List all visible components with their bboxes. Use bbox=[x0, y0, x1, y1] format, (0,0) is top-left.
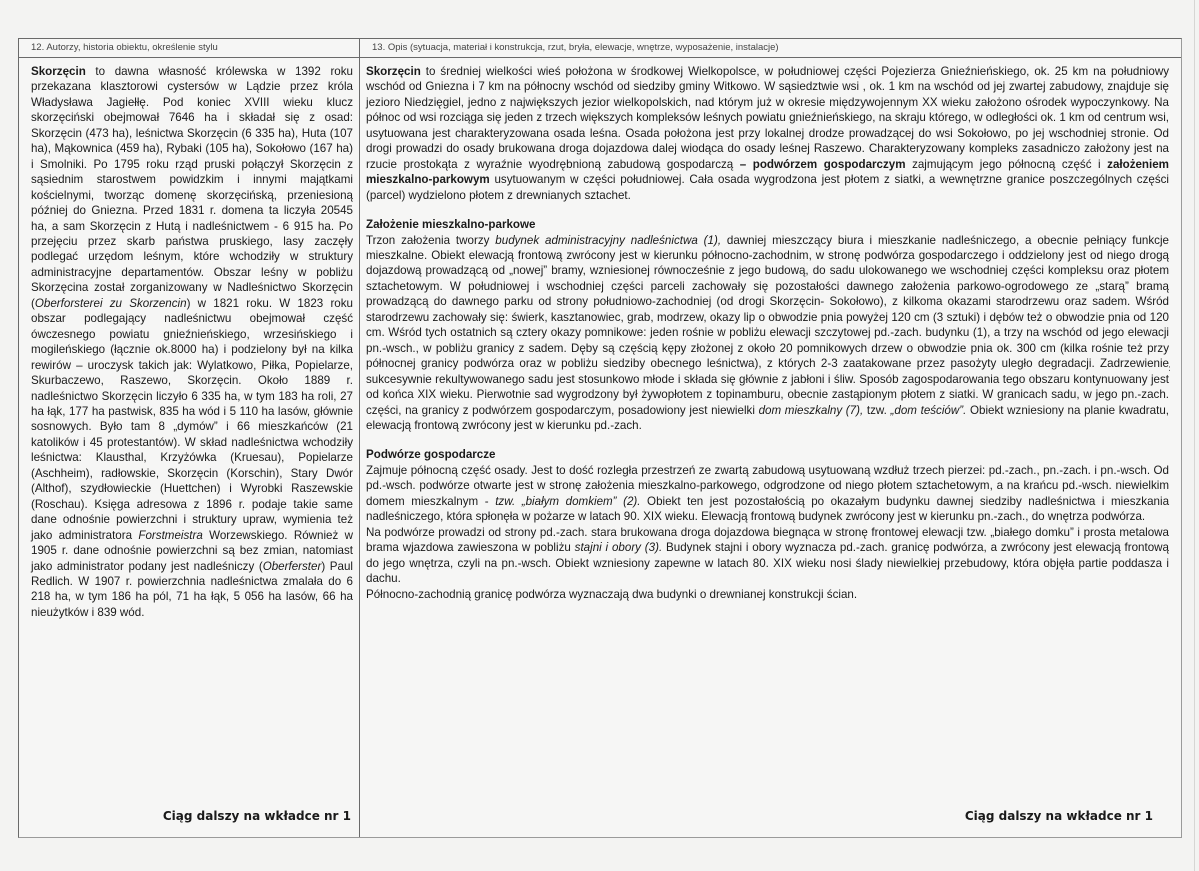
intro-text-part: usytuowanym w części południowej. Cała osada wygrodzona jest płotem z siatki, a wewnętrzne granice poszczególnych części (parcel) wydzielono płotem z drewnianych sztachet. bbox=[366, 173, 1169, 202]
section-text-part: Budynek stajni i obory wyznacza pd.-zach. granicę podwórza, a zwrócony jest elewacją frontową do jego wnętrza, czyli na pn.-wsch. Obiekt wzniesiony zapewne w latach 80. XIX wieku nosi ślady niewielkiej przebudowy, która objęła partie poddasza i dachu. bbox=[366, 541, 1169, 586]
intro-text-part: to średniej wielkości wieś położona w środkowej Wielkopolsce, w południowej części Pojezierza Gnieźnieńskiego, ok. 25 km na południowy wschód od Gniezna i 7 km na północny wschód od siedziby gminy Witkowo. W sąsiedztwie wsi , ok. 1 km na wschód od jej zwartej zabudowy, znajduje się jezioro Niedzięgiel, jedno z największych jezior wielkopolskich, nad którym już w okresie międzywojennym XX wieku założono ośrodek wypoczynkowy. Na północ od wsi rozciąga się jeden z trzech większych kompleksów leśnych powiatu gnieźnieńskiego, na skraju którego, w odległości ok. 1 km od centrum wsi, usytuowana jest charakteryzowana osada leśna. Osada położona jest przy lokalnej drodze prowadzącej do wsi Sokołowo, po jej wschodniej stronie. Od drogi prowadzi do osady brukowana droga dojazdowa dalej wiodąca do osady leśnej Raszewo. Charakteryzowany kompleks zasadniczo założony jest na rzucie prostokąta z wyraźnie wyodrębnioną zabudową gospodarczą bbox=[366, 65, 1169, 171]
section-italic-term: stajni i obory (3). bbox=[574, 541, 663, 555]
farmyard-paragraph-2 bbox=[366, 525, 1169, 587]
description-text bbox=[360, 58, 1181, 602]
description-continued-note: Ciąg dalszy na wkładce nr 1 bbox=[964, 809, 1153, 823]
intro-lead-term: Skorzęcin bbox=[366, 65, 421, 78]
form-sheet bbox=[18, 38, 1182, 838]
history-continued-note: Ciąg dalszy na wkładce nr 1 bbox=[162, 809, 351, 823]
history-italic-term: Oberferster bbox=[262, 559, 322, 573]
farmyard-paragraph-1 bbox=[366, 463, 1169, 525]
history-text-part: Worzewskiego. Również w 1905 r. dane odnośnie powierzchni są bez zmian, natomiast jako administrator podany jest nadleśniczy ( bbox=[31, 528, 353, 573]
section-title-residential-park: Założenie mieszkalno-parkowe bbox=[366, 218, 536, 232]
description-column-header: 13. Opis (sytuacja, materiał i konstrukcja, rzut, bryła, elewacje, wnętrze, wyposażenie, instalacje) bbox=[360, 39, 1181, 58]
section-title-farmyard: Podwórze gospodarcze bbox=[366, 448, 496, 462]
history-column bbox=[19, 39, 360, 837]
margin-mark: : bbox=[1167, 364, 1171, 374]
section-italic-term: tzw. „białym domkiem” (2). bbox=[495, 494, 641, 508]
intro-paragraph bbox=[366, 64, 1169, 203]
history-italic-term: Oberforsterei zu Skorzencin bbox=[34, 296, 187, 310]
section-text-part: Zajmuje północną część osady. Jest to dość rozległa przestrzeń ze zwartą zabudową usytuowaną wzdłuż trzech pierzei: pd.-zach., pn.-zach. i pn.-wsch. Od pd.-wsch. podwórze otwarte jest w stronę założenia mieszkalno-parkowego, odgrodzone od niego płotem sztachetowym, a na krańcu pd.-wsch. niewielkim domem mieszkalnym - bbox=[366, 463, 1169, 508]
section-text-part: Na podwórze prowadzi od strony pd.-zach. stara brukowana droga dojazdowa biegnąca w stronę frontowej elewacji tzw. „białego domku” i prosta metalowa brama wjazdowa zawieszona w pobliżu bbox=[366, 525, 1169, 555]
history-lead-term: Skorzęcin bbox=[31, 65, 86, 78]
intro-text-part: zajmującym jego północną część i bbox=[905, 157, 1108, 171]
history-text-part: ) Paul Redlich. W 1907 r. powierzchnia nadleśnictwa zmalała do 6 218 ha, w tym 186 ha pól, 71 ha łąk, 5 056 ha lasów, 66 ha nieużytków i 839 wód. bbox=[31, 559, 353, 619]
history-text bbox=[19, 58, 359, 620]
intro-bold-term: założeniem mieszkalno-parkowym bbox=[366, 157, 1169, 187]
section-italic-term: dom mieszkalny (7), bbox=[758, 403, 864, 417]
section-text-part: Obiekt wzniesiony na planie kwadratu, elewacją frontową zwrócony jest w kierunku pd.-zach. bbox=[366, 403, 1169, 432]
section-text-part: dawniej mieszczący biura i mieszkanie nadleśniczego, a obecnie pełniący funkcje mieszkalne. Obiekt elewacją frontową zwrócony jest w kierunku północno-zachodnim, w stronę podwórza gospodarczego i oddzielony jest od niego drogą dojazdową prowadzącą od „nowej” bramy, wzniesionej równocześnie z jego budową, do sadu ulokowanego we wschodniej części kompleksu oraz płotem sztachetowym. W południowej i wschodniej części parceli zachowały się pozostałości dawnego założenia parkowo-ogrodowego ze „starą” bramą prowadzącą do dawnego parku od strony południowo-zachodniej (od drogi Skorzęcin- Sokołowo), z kilkoma okazami starodrzewu oraz sadem. Wśród starodrzewu zachowały się: świerk, kasztanowiec, grab, modrzew, okazy lip o obwodzie pnia powyżej 120 cm (3 sztuki) i dębów też o obwodzie pnia od 120 cm. Wśród tych ostatnich są cztery okazy pomnikowe: jeden rośnie w pobliżu elewacji szczytowej pd.-zach. budynku (1), a trzy na wschód od jego elewacji pn.-wsch., w pobliżu granicy z sadem. Dęby są częścią kępy złożonej z około 20 pomnikowych drzew o obwodzie pnia ok. 300 cm (kilka rośnie też przy północnej granicy podwórza oraz w pobliżu siedziby obecnego leśnictwa), z których 2-3 zaatakowane przez pasożyty uległo degradacji. Zadrzewienie sukcesywnie rekultywowanego sadu jest stosunkowo młode i składa się głównie z jabłoni i śliw. Sposób zagospodarowania tego obszaru kontynuowany jest od końca XIX wieku. Pierwotnie sad wygrodzony był żywopłotem z topinamburu, obecnie zastąpionym płotem z siatki. W granicach sadu, w jego pn.-zach. części, na granicy z podwórzem gospodarczym, posadowiony jest niewielki bbox=[366, 233, 1169, 417]
farmyard-paragraph-3: Północno-zachodnią granicę podwórza wyznaczają dwa budynki o drewnianej konstrukcji ścian. bbox=[366, 587, 858, 601]
history-italic-term: Forstmeistra bbox=[138, 528, 203, 542]
section-text-part: Trzon założenia tworzy bbox=[366, 233, 496, 247]
residential-park-paragraph bbox=[366, 233, 1169, 434]
section-text-part: Obiekt ten jest pozostałością po okazałym budynku dawnej siedziby nadleśnictwa i mieszkania nadleśniczego, która spłonęła w pożarze w latach 90. XIX wieku. Elewacją frontową budynek zwrócony jest w kierunku pn.-zach., do wnętrza podwórza. bbox=[366, 494, 1170, 524]
history-column-header: 12. Autorzy, historia obiektu, określenie stylu bbox=[19, 39, 359, 58]
intro-bold-term: – podwórzem gospodarczym bbox=[739, 157, 906, 171]
scan-edge-line bbox=[1194, 0, 1195, 871]
history-paragraph bbox=[31, 64, 353, 620]
history-text-part: ) w 1821 roku. W 1823 roku obszar podlegający nadleśnictwu obejmował część ówczesnego powiatu gnieźnieńskiego, wrzesińskiego i mogileńskiego (łącznie ok.8000 ha) i podzielony był na kilka rewirów – uroczysk takich jak: Wylatkowo, Piłka, Popielarze, Skurbaczewo, Raszewo, Skorzęcin. Około 1889 r. nadleśnictwo Skorzęcin liczyło 6 335 ha, w tym 183 ha roli, 27 ha łąk, 177 ha pastwisk, 835 ha wód i 5 110 ha lasów, głównie sosnowych. Było tam 8 „dymów” i 66 mieszkańców (21 katolików i 45 protestantów). W skład nadleśnictwa wchodziły leśnictwa: Klausthal, Krzyżówka (Kruesau), Popielarze (Aschheim), radłowskie, Skorzęcin (Korschin), Stary Dwór (Althof), szydłowieckie (Huettchen) i Wyrobki Raszewskie (Roschau). Księga adresowa z 1896 r. podaje takie same dane odnośnie powierzchni i struktury upraw, wymienia też jako administratora bbox=[31, 296, 353, 542]
history-text-part: to dawna własność królewska w 1392 roku przekazana klasztorowi cystersów w Lądzie przez króla Władysława Jagiełłę. Pod koniec XVIII wieku klucz skorzęciński obejmował 7646 ha i składał się z osad: Skorzęcin (473 ha), leśnictwa Skorzęcin (6 335 ha), Huta (107 ha), Mąkownica (459 ha), Rybaki (105 ha), Sokołowo (167 ha) i Smolniki. Po 1795 roku rząd pruski połączył Skorzęcin z sąsiednim starostwem powidzkim i innymi majątkami kościelnymi, tworząc domenę skorzęcińską, przeniesioną później do Gniezna. Przed 1831 r. domena ta liczyła 20545 ha, a sam Skorzęcin z Hutą i nadleśnictwem - 6 915 ha. Po przejęciu przez skarb państwa pruskiego, lasy zaczęły podlegać urzędom leśnym, które wchodziły w struktury administracyjne departamentów. Obszar leśny w pobliżu Skorzęcina został zorganizowany w Nadleśnictwo Skorzęcin ( bbox=[31, 65, 353, 310]
section-italic-term: „dom teściów”. bbox=[890, 403, 967, 417]
section-italic-term: budynek administracyjny nadleśnictwa (1), bbox=[495, 233, 722, 247]
description-column bbox=[360, 39, 1181, 837]
section-text-part: tzw. bbox=[863, 403, 891, 417]
